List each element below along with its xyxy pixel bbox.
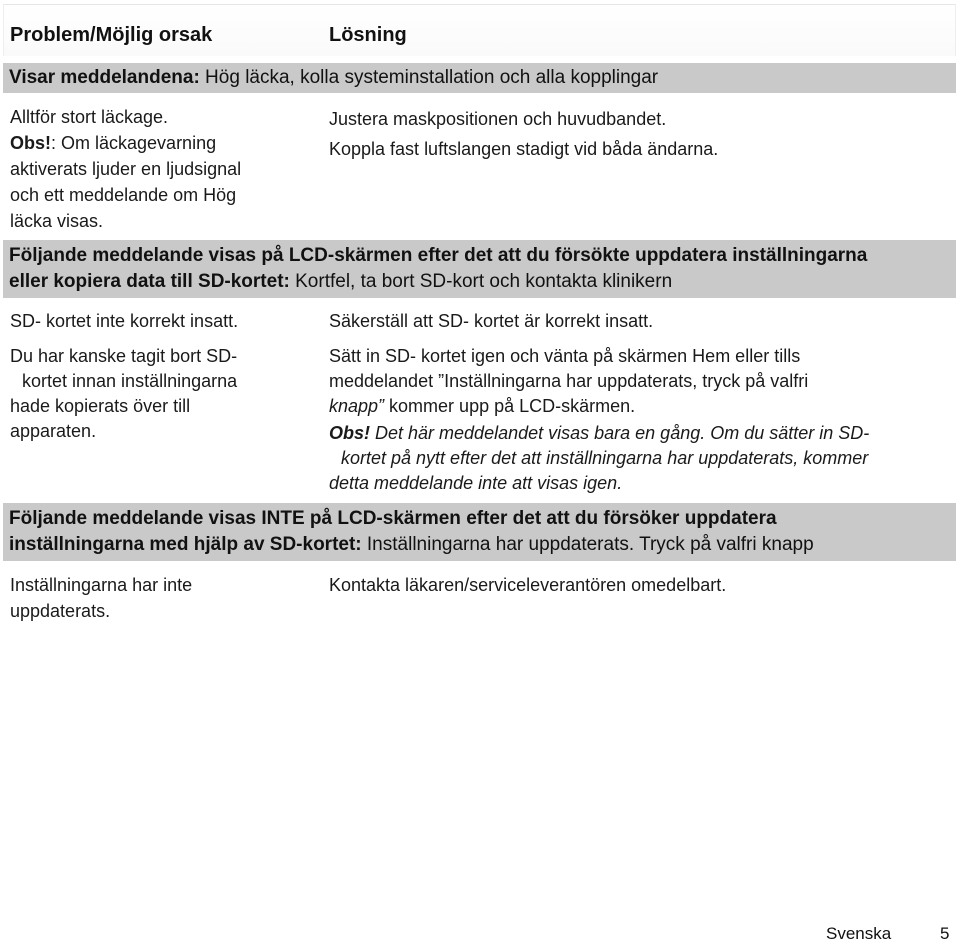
section-heading-message: Hög läcka, kolla systeminstallation och alla kopplingar: [199, 67, 659, 88]
footer-language: Svenska: [826, 924, 892, 943]
problem-text: uppdaterats.: [10, 601, 111, 621]
section-heading-sd-card-error: [3, 240, 956, 298]
problem-text: aktiverats ljuder en ljudsignal: [10, 159, 242, 179]
section-heading-settings-not-updated: [3, 503, 956, 561]
obs-text: : Om läckagevarning: [51, 133, 217, 153]
problem-text: Alltför stort läckage.: [10, 107, 169, 127]
obs-note-line: [329, 471, 954, 496]
solution-text-line: [329, 394, 954, 419]
solution-text: Sätt in SD- kortet igen och vänta på skärmen Hem eller tills: [329, 346, 801, 366]
section-heading-line: Följande meddelande visas INTE på LCD-skärmen efter det att du försöker uppdatera: [9, 508, 777, 529]
footer-page-number: 5: [940, 924, 950, 943]
solution-cell-high-leak: [329, 104, 949, 164]
problem-cell-sd-removed: [10, 344, 320, 444]
solution-text: meddelandet ”Inställningarna har uppdaterats, tryck på valfri: [329, 371, 809, 391]
solution-cell-sd-not-inserted: [329, 308, 949, 334]
problem-text: läcka visas.: [10, 211, 104, 231]
message-quote-end: knapp”: [329, 396, 385, 416]
problem-obs-line: [10, 130, 310, 156]
section-heading-line: Följande meddelande visas på LCD-skärmen efter det att du försökte uppdatera inställningarna: [9, 245, 868, 266]
section-heading-label: inställningarna med hjälp av SD-kortet:: [9, 534, 362, 555]
problem-text: SD- kortet inte korrekt insatt.: [10, 311, 239, 331]
section-heading-label: Visar meddelandena:: [9, 67, 200, 88]
problem-text: hade kopierats över till: [10, 396, 191, 416]
section-heading-message: Inställningarna har uppdaterats. Tryck på valfri knapp: [361, 534, 814, 555]
obs-text: detta meddelande inte att visas igen.: [329, 473, 623, 493]
problem-cell-sd-not-inserted: [10, 308, 320, 334]
obs-label: Obs!: [10, 133, 52, 153]
solution-cell-sd-removed: [329, 344, 954, 496]
section-heading-high-leak: [3, 63, 956, 93]
problem-text: Du har kanske tagit bort SD-: [10, 346, 238, 366]
section-heading-message: Kortfel, ta bort SD-kort och kontakta klinikern: [289, 271, 673, 292]
problem-cell-settings-not-updated: [10, 572, 320, 624]
problem-text: och ett meddelande om Hög: [10, 185, 237, 205]
section-heading-label: eller kopiera data till SD-kortet:: [9, 271, 290, 292]
solution-text: kommer upp på LCD-skärmen.: [384, 396, 636, 416]
obs-note-line: [329, 421, 954, 446]
solution-cell-settings-not-updated: [329, 572, 949, 598]
column-header-solution: Lösning: [329, 24, 407, 46]
solution-text: Kontakta läkaren/serviceleverantören omedelbart.: [329, 575, 727, 595]
column-header-problem: Problem/Möjlig orsak: [10, 24, 213, 46]
table-header: [3, 4, 956, 56]
obs-text: Det här meddelandet visas bara en gång. Om du sätter in SD-: [370, 423, 870, 443]
problem-text: kortet innan inställningarna: [22, 371, 238, 391]
obs-label: Obs!: [329, 423, 371, 443]
problem-text: Inställningarna har inte: [10, 575, 193, 595]
solution-text: Justera maskpositionen och huvudbandet.: [329, 109, 667, 129]
obs-text: kortet på nytt efter det att inställningarna har uppdaterats, kommer: [341, 448, 869, 468]
problem-text: apparaten.: [10, 421, 97, 441]
problem-cell-high-leak: [10, 104, 310, 234]
obs-note-line: [329, 446, 954, 471]
solution-text: Säkerställ att SD- kortet är korrekt insatt.: [329, 311, 654, 331]
solution-text: Koppla fast luftslangen stadigt vid båda ändarna.: [329, 139, 719, 159]
